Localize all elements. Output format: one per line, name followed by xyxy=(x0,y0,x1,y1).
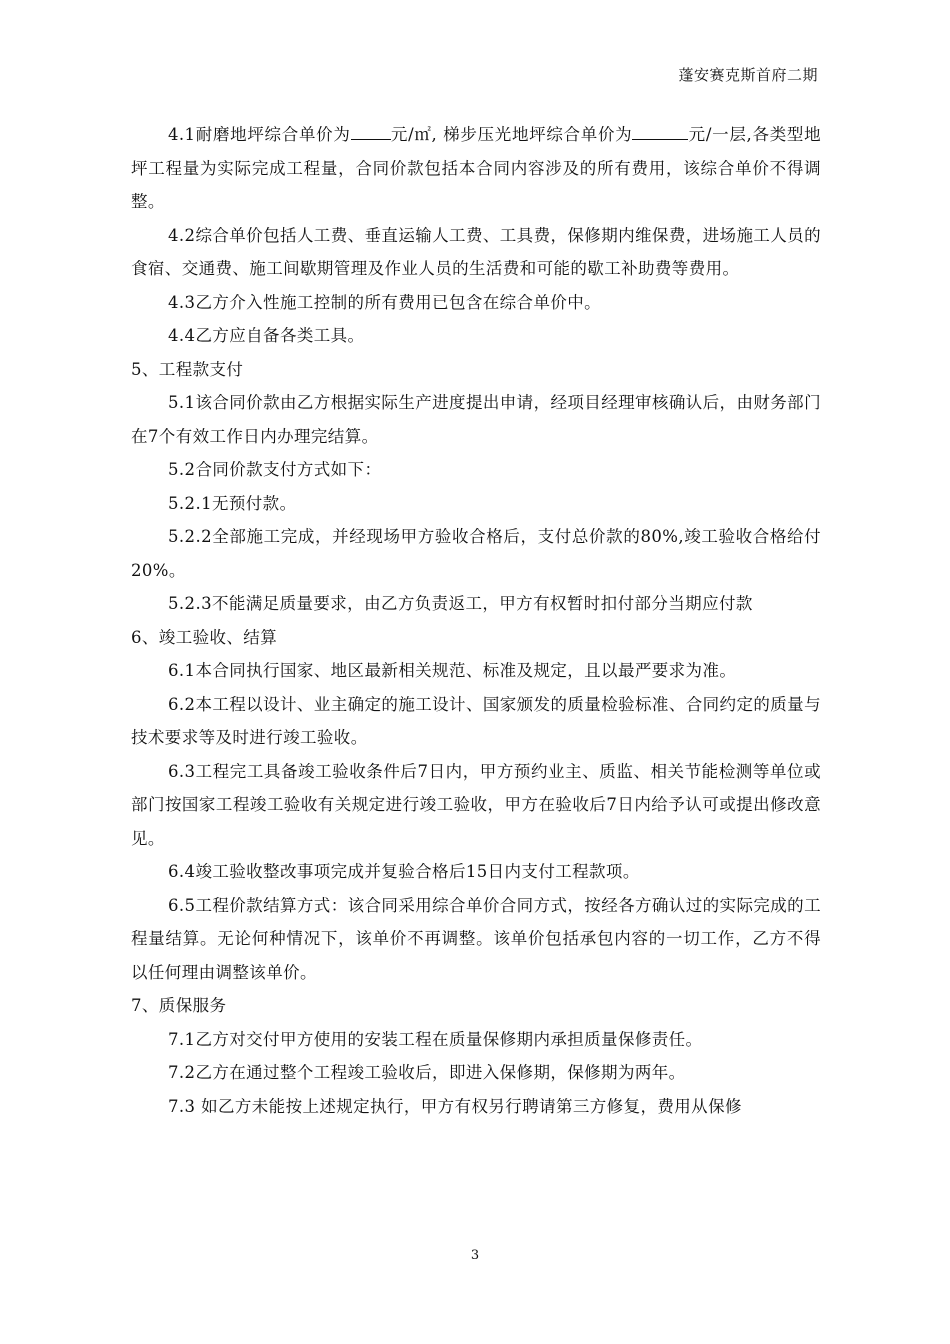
clause-4-2: 4.2综合单价包括人工费、垂直运输人工费、工具费，保修期内维保费，进场施工人员的食宿、交通费、施工间歇期管理及作业人员的生活费和可能的歇工补助费等费用。 xyxy=(131,225,821,278)
clause-4-1-part-c: 元/一层,各类型地坪工程量为实际完成工程量，合同价款包括本合同内容涉及的所有费用，该综合单价不得调整。 xyxy=(131,125,822,211)
section-7-heading: 7、质保服务 xyxy=(131,996,227,1015)
clause-4-4: 4.4乙方应自备各类工具。 xyxy=(168,326,365,345)
blank-line xyxy=(632,121,688,140)
clause-5-2-2: 5.2.2全部施工完成，并经现场甲方验收合格后，支付总价款的80%,竣工验收合格给付20%。 xyxy=(131,527,821,580)
section-5-heading: 5、工程款支付 xyxy=(131,359,244,379)
clause-4-3: 4.3乙方介入性施工控制的所有费用已包含在综合单价中。 xyxy=(168,292,602,312)
clause-6-3: 6.3工程完工具备竣工验收条件后7日内，甲方预约业主、质监、相关节能检测等单位或部门按国家工程竣工验收有关规定进行竣工验收，甲方在验收后7日内给予认可或提出修改意见。 xyxy=(131,761,821,848)
blank-line xyxy=(351,121,391,140)
clause-5-2-1: 5.2.1无预付款。 xyxy=(168,493,297,513)
document-header: 蓬安赛克斯首府二期 xyxy=(678,66,818,84)
clause-7-2: 7.2乙方在通过整个工程竣工验收后，即进入保修期，保修期为两年。 xyxy=(168,1063,686,1082)
clause-5-2: 5.2合同价款支付方式如下： xyxy=(168,460,382,479)
clause-4-1-part-b: 元/㎡, 梯步压光地坪综合单价为 xyxy=(390,125,633,144)
clause-4-1-part-a: 4.1耐磨地坪综合单价为 xyxy=(168,125,351,144)
clause-7-3: 7.3 如乙方未能按上述规定执行，甲方有权另行聘请第三方修复，费用从保修 xyxy=(168,1096,742,1116)
document-body xyxy=(131,118,821,1123)
clause-4-1 xyxy=(131,118,821,219)
clause-6-2: 6.2本工程以设计、业主确定的施工设计、国家颁发的质量检验标准、合同约定的质量与技术要求等及时进行竣工验收。 xyxy=(131,694,821,747)
clause-7-1: 7.1乙方对交付甲方使用的安装工程在质量保修期内承担质量保修责任。 xyxy=(168,1029,703,1049)
clause-6-1: 6.1本合同执行国家、地区最新相关规范、标准及规定，且以最严要求为准。 xyxy=(168,661,737,680)
clause-6-4: 6.4竣工验收整改事项完成并复验合格后15日内支付工程款项。 xyxy=(168,862,640,881)
clause-5-1: 5.1该合同价款由乙方根据实际生产进度提出申请，经项目经理审核确认后，由财务部门在7个有效工作日内办理完结算。 xyxy=(131,393,821,446)
clause-6-5: 6.5工程价款结算方式：该合同采用综合单价合同方式，按经各方确认过的实际完成的工程量结算。无论何种情况下，该单价不再调整。该单价包括承包内容的一切工作，乙方不得以任何理由调整该单价。 xyxy=(131,895,821,982)
page-number: 3 xyxy=(470,1248,480,1263)
clause-5-2-3: 5.2.3不能满足质量要求，由乙方负责返工，甲方有权暂时扣付部分当期应付款 xyxy=(168,594,753,613)
section-6-heading: 6、竣工验收、结算 xyxy=(131,627,278,647)
